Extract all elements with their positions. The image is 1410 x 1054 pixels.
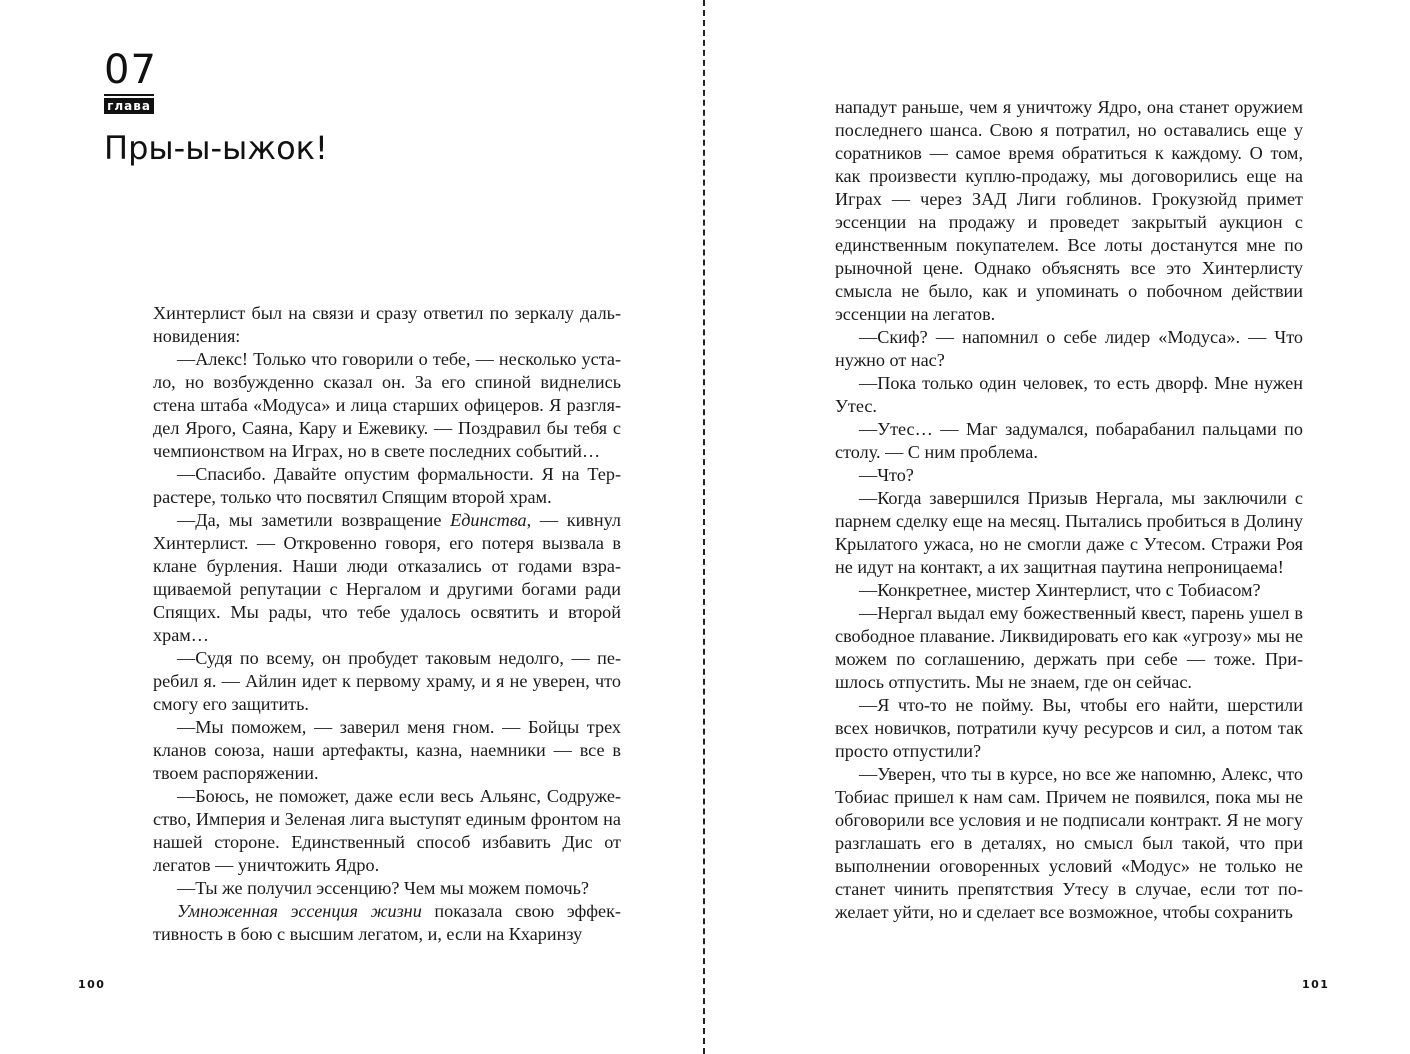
paragraph: Хинтерлист был на связи и сразу ответил по зеркалу дальновидения:	[153, 303, 621, 346]
paragraph-text: —Да, мы заметили возвращение	[177, 510, 451, 530]
paragraph-text: показала свою эффективность в бою с высшим легатом, и, если на Кхаринзу	[153, 901, 621, 944]
paragraph: —Утес… — Маг задумался, побарабанил пальцами по столу. — С ним проблема.	[835, 419, 1303, 462]
left-page-body	[153, 302, 621, 946]
paragraph	[153, 900, 621, 946]
paragraph: —Уверен, что ты в курсе, но все же напомню, Алекс, что Тобиас пришел к нам сам. Причем не появился, пока мы не обговорили все условия и не подписали контракт. Я не могу разглашать его в деталях, но смысл был такой, что при выполнении оговоренных условий «Модус» не только не станет чинить препятствия Утесу в случае, если тот пожелает уйти, но и сделает все возможное, чтобы сохранить	[835, 764, 1303, 922]
paragraph: —Нергал выдал ему божественный квест, парень ушел в свободное плавание. Ликвидировать его как «угрозу» мы не можем по соглашению, держать при себе — тоже. Пришлось отпустить. Мы не знаем, где он сейчас.	[835, 603, 1303, 692]
chapter-title: Пры-ы-ыжок!	[104, 129, 328, 167]
paragraph: —Конкретнее, мистер Хинтерлист, что с Тобиасом?	[859, 580, 1261, 600]
paragraph: —Ты же получил эссенцию? Чем мы можем помочь?	[177, 878, 589, 898]
page-spine-divider	[703, 0, 705, 1054]
chapter-number: 07	[104, 47, 157, 93]
paragraph-emphasis: Единства	[450, 510, 527, 530]
paragraph	[153, 509, 621, 647]
paragraph: нападут раньше, чем я уничтожу Ядро, она станет оружием последнего шанса. Свою я потратил, но оставались еще у соратников — самое время обратиться к каждому. О том, как произвести куплю-продажу, мы договорились еще на Играх — через ЗАД Лиги гоблинов. Грокузюйд примет эссенции на продажу и проведет закрытый аукцион с единственным покупателем. Все лоты достанутся мне по рыночной цене. Однако объяснять все это Хинтерлисту смысла не было, как и упоминать о побочном действии эссенции на легатов.	[835, 97, 1303, 324]
paragraph-text: , — кивнул Хинтерлист. — Откровенно говоря, его потеря вызвала в клане бурления. Наши люди отказались от годами взращиваемой репутации с Нергалом и другими богами ради Спящих. Мы рады, что тебе удалось освятить и второй храм…	[153, 510, 621, 645]
paragraph: —Боюсь, не поможет, даже если весь Альянс, Содружество, Империя и Зеленая лига выступят единым фронтом на нашей стороне. Единственный способ избавить Дис от легатов — уничтожить Ядро.	[153, 786, 621, 875]
paragraph: —Я что-то не пойму. Вы, чтобы его найти, шерстили всех новичков, потратили кучу ресурсов и сил, а потом так просто отпустили?	[835, 695, 1303, 761]
paragraph: —Пока только один человек, то есть дворф. Мне нужен Утес.	[835, 373, 1303, 416]
chapter-rule	[104, 94, 154, 96]
chapter-label: глава	[104, 98, 154, 114]
page-number-right: 101	[1302, 978, 1330, 991]
page-number-left: 100	[78, 978, 106, 991]
paragraph-emphasis: Умноженная эссенция жизни	[177, 901, 422, 921]
paragraph: —Когда завершился Призыв Нергала, мы заключили с парнем сделку еще на месяц. Пытались пробиться в Долину Крылатого ужаса, но не смогли даже с Утесом. Стражи Роя не идут на контакт, а их защитная паутина непроницаема!	[835, 488, 1303, 577]
paragraph: —Скиф? — напомнил о себе лидер «Модуса». — Что нужно от нас?	[835, 327, 1303, 370]
left-page	[0, 0, 704, 1054]
paragraph: —Что?	[859, 465, 914, 485]
paragraph: —Спасибо. Давайте опустим формальности. Я на Террастере, только что посвятил Спящим второй храм.	[153, 464, 621, 507]
paragraph: —Алекс! Только что говорили о тебе, — несколько устало, но возбужденно сказал он. За его спиной виднелись стена штаба «Модуса» и лица старших офицеров. Я разглядел Ярого, Саяна, Кару и Ежевику. — Поздравил бы тебя с чемпионством на Играх, но в свете последних событий…	[153, 349, 621, 461]
paragraph: —Мы поможем, — заверил меня гном. — Бойцы трех кланов союза, наши артефакты, казна, наемники — все в твоем распоряжении.	[153, 717, 621, 783]
paragraph: —Судя по всему, он пробудет таковым недолго, — перебил я. — Айлин идет к первому храму, и я не уверен, что смогу его защитить.	[153, 648, 621, 714]
right-page-body	[835, 96, 1303, 924]
